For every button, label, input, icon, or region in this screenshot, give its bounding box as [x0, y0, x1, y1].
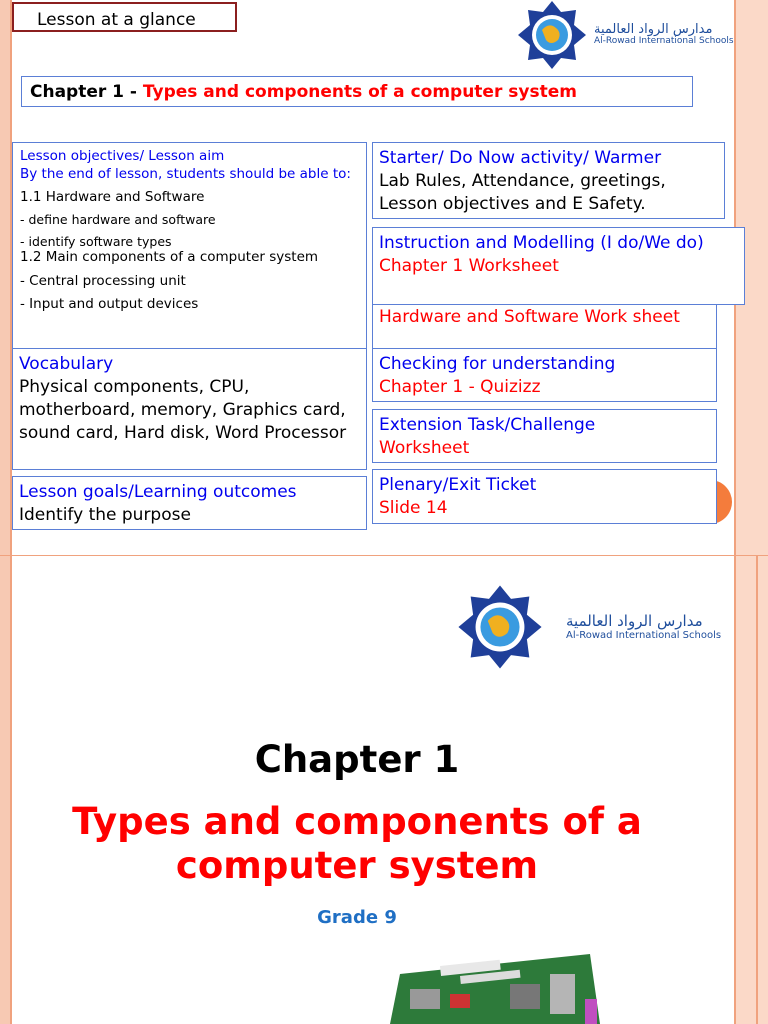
school-logo: [516, 0, 734, 70]
instruction-modelling-box: [372, 227, 745, 305]
lesson-goals-box: [12, 476, 367, 530]
starter-box: [372, 142, 725, 219]
school-emblem-icon: [456, 584, 544, 670]
plenary-exit-ticket-box: [372, 469, 717, 524]
plenary-text: Slide 14: [379, 498, 448, 519]
objective-subitem: - Input and output devices: [20, 295, 199, 312]
extension-heading: Extension Task/Challenge: [379, 415, 596, 435]
objective-subitem: - identify software types: [20, 233, 172, 249]
vocabulary-heading: Vocabulary: [19, 354, 114, 374]
goals-text: Identify the purpose: [19, 505, 191, 526]
starter-text: Lab Rules, Attendance, greetings, Lesson objectives and E Safety.: [379, 171, 666, 215]
school-emblem-icon: [516, 0, 588, 70]
extension-text: Worksheet: [379, 438, 470, 459]
left-stripe: [0, 556, 12, 1024]
right-stripe-line: [756, 556, 758, 1024]
goals-heading: Lesson goals/Learning outcomes: [19, 482, 297, 502]
chapter-title: Types and components of a computer system: [142, 82, 577, 102]
instruction-text: Chapter 1 Worksheet: [379, 256, 559, 277]
title-slide: [0, 556, 768, 1024]
objective-subitem: - define hardware and software: [20, 211, 216, 227]
left-stripe: [0, 0, 12, 555]
school-logo: [456, 584, 721, 670]
school-name-english: Al-Rowad International Schools: [566, 629, 722, 641]
objective-item: 1.2 Main components of a computer system: [20, 248, 319, 265]
objective-subitem: - Central processing unit: [20, 272, 186, 289]
objectives-heading: Lesson objectives/ Lesson aim: [20, 148, 225, 164]
checking-text: Chapter 1 - Quizizz: [379, 377, 541, 398]
plenary-heading: Plenary/Exit Ticket: [379, 475, 537, 495]
starter-heading: Starter/ Do Now activity/ Warmer: [379, 148, 662, 168]
chapter-heading: [21, 76, 693, 107]
right-stripe: [734, 556, 768, 1024]
vocabulary-text: Physical components, CPU, motherboard, memory, Graphics card, sound card, Hard disk, Word Processor: [19, 377, 347, 444]
scaffold-text: Hardware and Software Work sheet: [379, 307, 680, 328]
extension-task-box: [372, 409, 717, 463]
objective-item: 1.1 Hardware and Software: [20, 188, 205, 205]
grade-label: Grade 9: [317, 907, 397, 928]
chapter-title: Types and components of a computer system: [72, 800, 642, 887]
vocabulary-box: [12, 348, 367, 470]
chapter-prefix: Chapter 1 -: [30, 82, 143, 102]
checking-understanding-box: [372, 348, 717, 402]
lesson-at-a-glance-label: Lesson at a glance: [12, 2, 237, 32]
school-name-arabic: مدارس الرواد العالمية: [594, 21, 713, 37]
instruction-heading: Instruction and Modelling (I do/We do): [379, 233, 704, 253]
lesson-objectives-box: [12, 142, 367, 352]
objectives-subheading: By the end of lesson, students should be able to:: [20, 165, 351, 182]
motherboard-image-icon: [380, 944, 600, 1024]
school-name-arabic: مدارس الرواد العالمية: [566, 612, 703, 631]
school-name-english: Al-Rowad International Schools: [594, 36, 734, 47]
chapter-number: Chapter 1: [254, 738, 460, 781]
checking-heading: Checking for understanding: [379, 354, 616, 374]
